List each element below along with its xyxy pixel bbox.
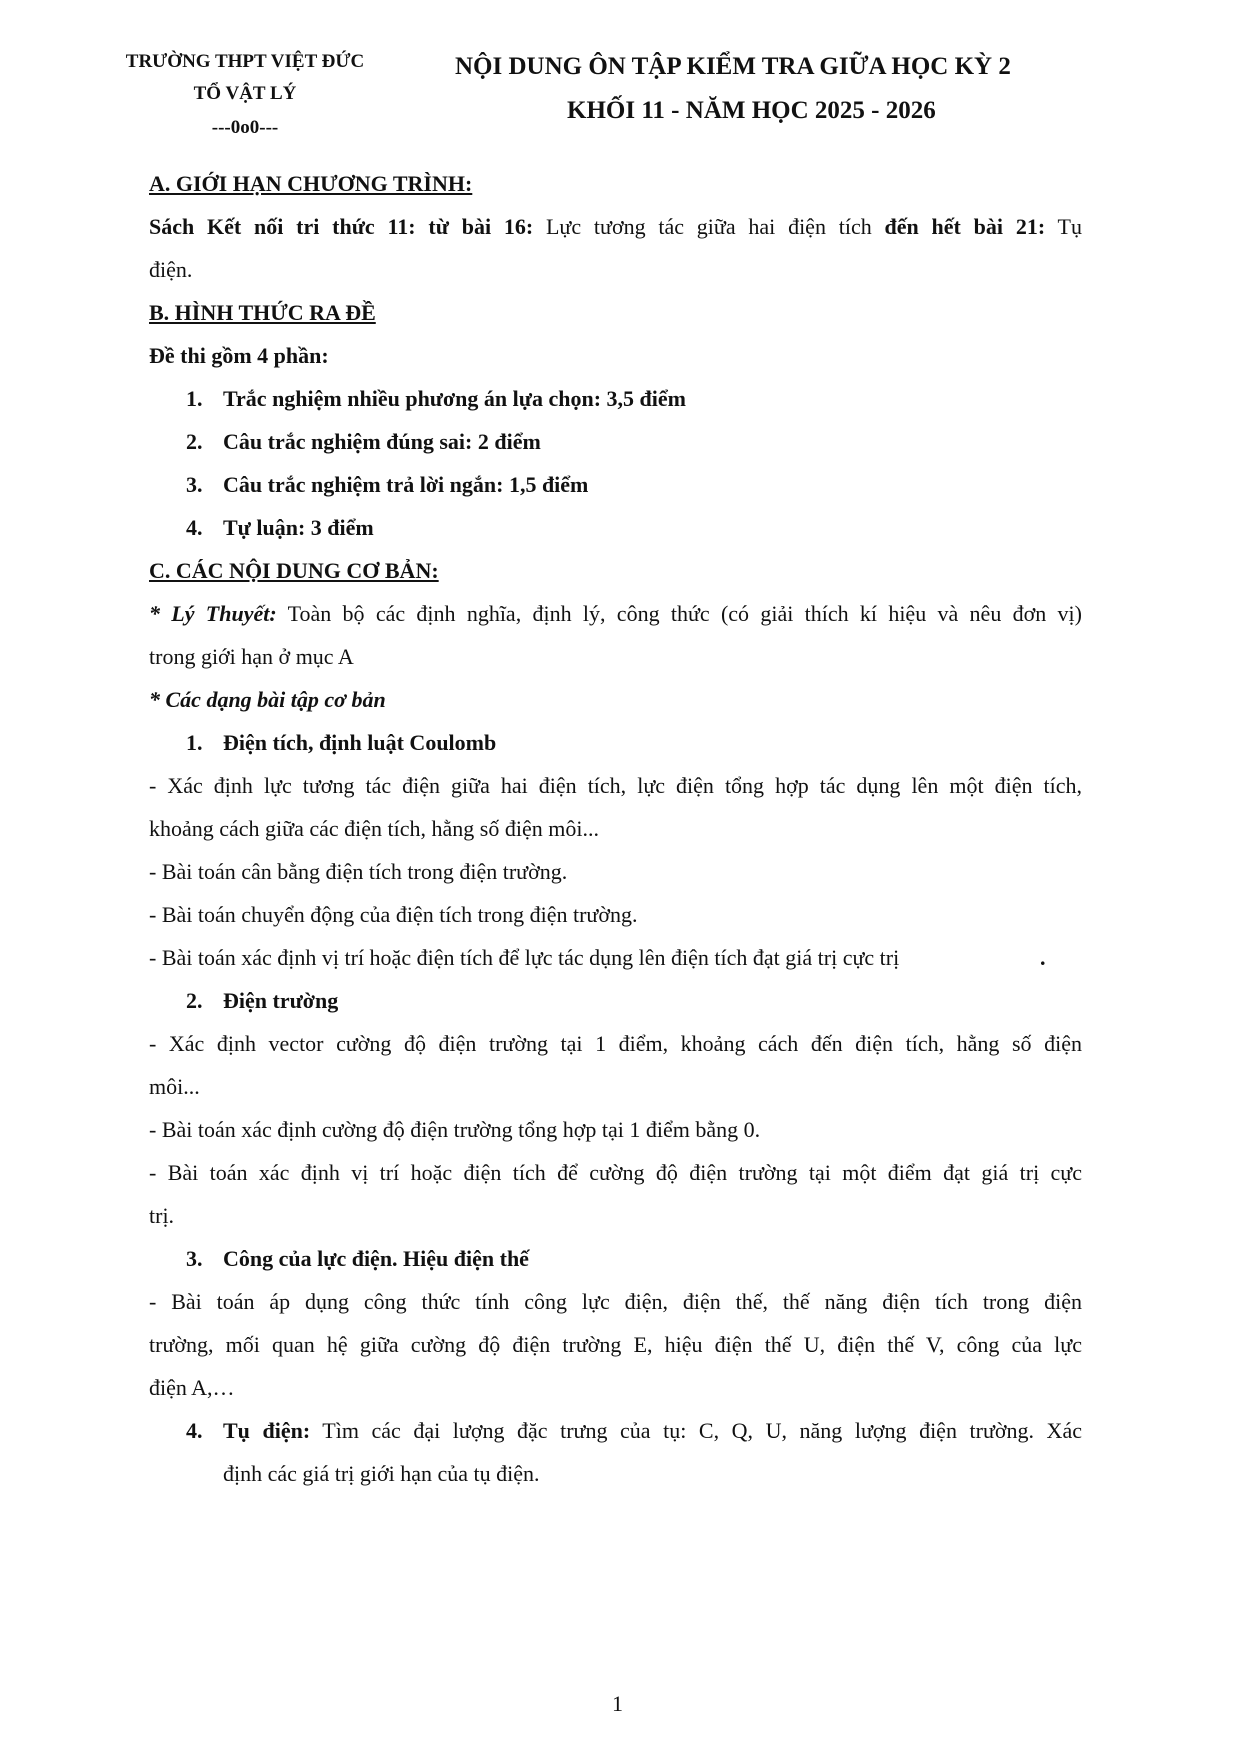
topic-3-line: điện A,… xyxy=(149,1375,235,1400)
school-name: TRƯỜNG THPT VIỆT ĐỨC xyxy=(125,51,365,72)
topic-2-line: - Bài toán xác định vị trí hoặc điện tích để cường độ điện trường tại một điểm đạt giá trị cực xyxy=(149,1160,1082,1185)
section-c-heading: C. CÁC NỘI DUNG CƠ BẢN: xyxy=(149,558,439,583)
section-b-heading: B. HÌNH THỨC RA ĐỀ xyxy=(149,300,376,325)
section-a-heading: A. GIỚI HẠN CHƯƠNG TRÌNH: xyxy=(149,171,473,196)
theory-paragraph: * Lý Thuyết: Toàn bộ các định nghĩa, định lý, công thức (có giải thích kí hiệu và nêu đơn vị) xyxy=(149,601,1082,626)
topic-2-line: môi... xyxy=(149,1074,200,1099)
topic-1-line: - Xác định lực tương tác điện giữa hai điện tích, lực điện tổng hợp tác dụng lên một điện tích, xyxy=(149,773,1082,798)
topic-1-line: - Bài toán cân bằng điện tích trong điện trường. xyxy=(149,859,568,884)
topic-1-line: - Bài toán xác định vị trí hoặc điện tích để lực tác dụng lên điện tích đạt giá trị cực trị xyxy=(149,945,900,970)
topic-4-text: 4. Tụ điện: Tìm các đại lượng đặc trưng của tụ: C, Q, U, năng lượng điện trường. Xác xyxy=(186,1418,1082,1443)
topic-3-title: 3. Công của lực điện. Hiệu điện thế xyxy=(186,1246,529,1271)
topic-3-line: - Bài toán áp dụng công thức tính công lực điện, điện thế, thế năng điện tích trong điện xyxy=(149,1289,1082,1314)
exam-structure-intro: Đề thi gồm 4 phần: xyxy=(149,343,329,368)
exam-part-item: 4. Tự luận: 3 điểm xyxy=(186,515,374,540)
topic-2-title: 2. Điện trường xyxy=(186,988,339,1013)
theory-paragraph-line2: trong giới hạn ở mục A xyxy=(149,644,354,669)
trailing-dot: . xyxy=(1040,945,1046,970)
topic-2-line: - Bài toán xác định cường độ điện trường tổng hợp tại 1 điểm bằng 0. xyxy=(149,1117,761,1142)
topic-1-title: 1. Điện tích, định luật Coulomb xyxy=(186,730,497,755)
topic-1-line: khoảng cách giữa các điện tích, hằng số điện môi... xyxy=(149,816,599,841)
header-separator: ---0o0--- xyxy=(211,117,279,138)
page-number: 1 xyxy=(612,1691,623,1716)
document-title-line2: KHỐI 11 - NĂM HỌC 2025 - 2026 xyxy=(567,97,936,124)
document-title-line1: NỘI DUNG ÔN TẬP KIỂM TRA GIỮA HỌC KỲ 2 xyxy=(455,53,1011,80)
section-a-text-line2: điện. xyxy=(149,257,193,282)
topic-2-line: - Xác định vector cường độ điện trường tại 1 điểm, khoảng cách đến điện tích, hằng số điện xyxy=(149,1031,1082,1056)
exam-part-item: 1. Trắc nghiệm nhiều phương án lựa chọn: 3,5 điểm xyxy=(186,386,686,411)
exam-part-item: 2. Câu trắc nghiệm đúng sai: 2 điểm xyxy=(186,429,541,454)
topic-4-text-line2: định các giá trị giới hạn của tụ điện. xyxy=(223,1461,540,1486)
department-name: TỔ VẬT LÝ xyxy=(193,83,297,104)
topic-3-line: trường, mối quan hệ giữa cường độ điện trường E, hiệu điện thế U, điện thế V, công của lực xyxy=(149,1332,1082,1357)
topic-2-line: trị. xyxy=(149,1203,175,1228)
section-a-text: Sách Kết nối tri thức 11: từ bài 16: Lực tương tác giữa hai điện tích đến hết bài 21: Tụ xyxy=(149,214,1082,239)
exercises-heading: * Các dạng bài tập cơ bản xyxy=(149,687,386,712)
topic-1-line: - Bài toán chuyển động của điện tích trong điện trường. xyxy=(149,902,638,927)
exam-part-item: 3. Câu trắc nghiệm trả lời ngắn: 1,5 điểm xyxy=(186,472,589,497)
